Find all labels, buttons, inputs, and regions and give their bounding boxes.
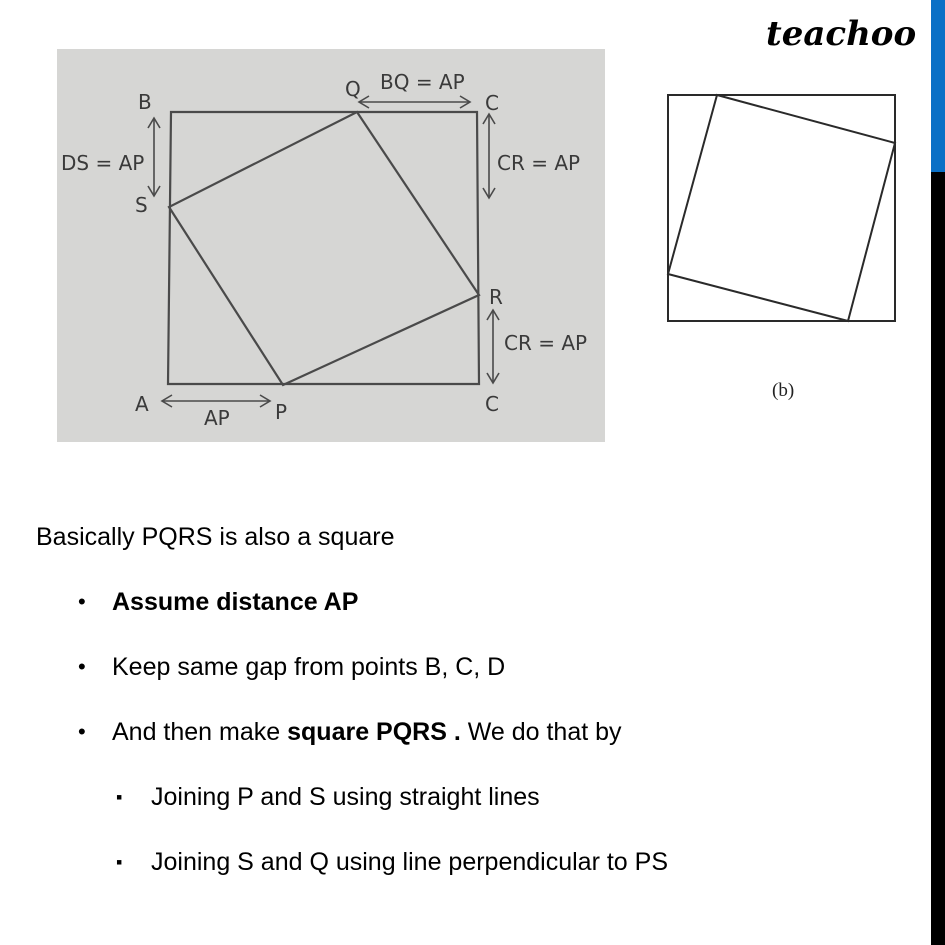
bullet-text-bold: square PQRS . xyxy=(287,718,461,746)
square-bullet-icon: ▪ xyxy=(116,852,123,872)
inner-square-b xyxy=(668,95,895,321)
hand-drawn-figure xyxy=(57,49,605,442)
label-q: Q xyxy=(345,77,361,101)
label-r: R xyxy=(489,285,503,309)
square-bullet-icon: ▪ xyxy=(116,787,123,807)
figure-b-caption: (b) xyxy=(772,380,795,401)
bq-arrow xyxy=(359,96,470,108)
annotation-cr-ap-bottom: CR = AP xyxy=(504,331,588,355)
outer-square xyxy=(168,112,479,384)
printed-figure-b xyxy=(660,88,905,333)
sub-bullet-text: Joining S and Q using line perpendicular to PS xyxy=(151,848,668,876)
bullet-text: And then make xyxy=(112,718,288,746)
teachoo-logo: teachoo xyxy=(766,14,917,54)
annotation-ds-ap: DS = AP xyxy=(61,151,145,175)
bullet-text: Keep same gap from points B, C, D xyxy=(112,653,506,681)
bullet-text: We do that by xyxy=(460,718,622,746)
bullet-text: Assume distance AP xyxy=(112,588,359,616)
intro-text: Basically PQRS is also a square xyxy=(36,523,395,551)
label-a: A xyxy=(135,392,149,416)
bullet-item xyxy=(36,717,916,782)
annotation-ap: AP xyxy=(204,406,230,430)
bullet-list xyxy=(36,587,916,912)
label-c-bottom: C xyxy=(485,392,499,416)
bullet-item xyxy=(36,587,916,652)
square-pqrs-drawing xyxy=(57,49,605,442)
slide-side-bar xyxy=(931,0,945,945)
annotation-bq-ap: BQ = AP xyxy=(380,70,465,94)
cr-top-arrow xyxy=(483,114,495,198)
inner-square-pqrs xyxy=(169,112,479,385)
sub-bullet-item xyxy=(36,782,916,847)
bullet-item xyxy=(36,652,916,717)
outer-square-b xyxy=(668,95,895,321)
bullet-dot-icon: • xyxy=(78,654,86,679)
slide-text xyxy=(36,522,916,912)
sub-bullet-item xyxy=(36,847,916,912)
slide-accent-bar xyxy=(931,0,945,172)
label-s: S xyxy=(135,193,148,217)
sub-bullet-text: Joining P and S using straight lines xyxy=(151,783,540,811)
label-b: B xyxy=(138,90,152,114)
ds-arrow xyxy=(148,118,160,196)
label-p: P xyxy=(275,400,288,424)
label-c-top: C xyxy=(485,91,499,115)
bullet-dot-icon: • xyxy=(78,719,86,744)
annotation-cr-ap-top: CR = AP xyxy=(497,151,581,175)
cr-bottom-arrow xyxy=(487,310,499,383)
bullet-dot-icon: • xyxy=(78,589,86,614)
